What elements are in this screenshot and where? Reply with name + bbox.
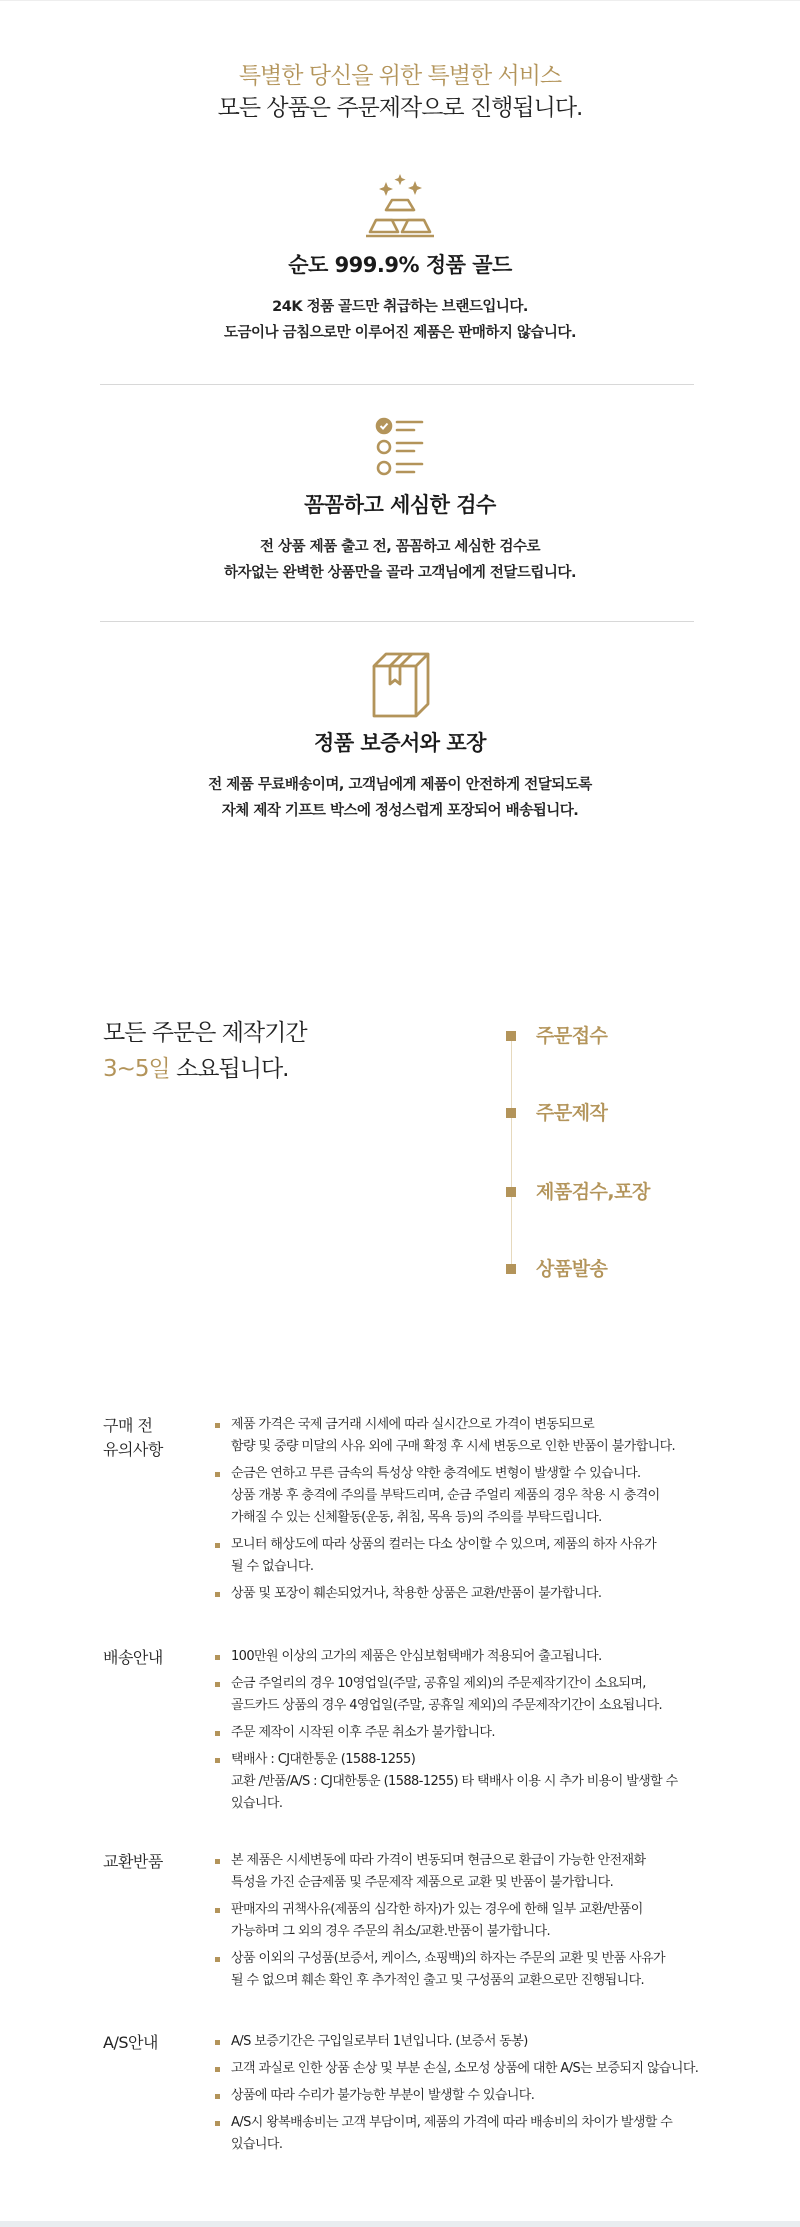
- top-border: [0, 0, 800, 1]
- notice-text: 될 수 없으며 훼손 확인 후 추가적인 출고 및 구성품의 교환으로만 진행됩니다.: [231, 1973, 645, 1988]
- process-heading-line2: [103, 1051, 307, 1087]
- notice-heading: [103, 1646, 203, 1670]
- bullet-marker: [215, 2067, 220, 2072]
- feature-desc-line: 자체 제작 기프트 박스에 정성스럽게 포장되어 배송됩니다.: [221, 803, 579, 819]
- notice-text: 교환 /반품/A/S : CJ대한통운 (1588-1255) 타 택배사 이용 시 추가 비용이 발생할 수: [231, 1774, 678, 1789]
- notice-text: 순금 주얼리의 경우 10영업일(주말, 공휴일 제외)의 주문제작기간이 소요되며,: [231, 1676, 646, 1691]
- notice-item: [215, 2031, 800, 2053]
- process-duration: 3~5일: [103, 1056, 170, 1082]
- bullet-marker: [215, 1423, 220, 1428]
- bullet-marker: [215, 1957, 220, 1962]
- section-divider: [100, 384, 694, 385]
- bullet-marker: [215, 1655, 220, 1660]
- notice-text: 가해질 수 있는 신체활동(운동, 취침, 목욕 등)의 주의를 부탁드립니다.: [231, 1510, 602, 1525]
- notice-text: 택배사 : CJ대한통운 (1588-1255): [231, 1752, 416, 1767]
- notice-text: 모니터 해상도에 따라 상품의 컬러는 다소 상이할 수 있으며, 제품의 하자 사유가: [231, 1537, 657, 1552]
- notice-text: 고객 과실로 인한 상품 손상 및 부분 손실, 소모성 상품에 대한 A/S는 보증되지 않습니다.: [231, 2061, 699, 2076]
- feature-desc-line: 24K 정품 골드만 취급하는 브랜드입니다.: [272, 299, 528, 315]
- notice-item: [215, 1850, 800, 1894]
- step-marker: [506, 1187, 516, 1197]
- notice-item: [215, 2112, 800, 2156]
- step-marker: [506, 1108, 516, 1118]
- feature-desc-line: 전 상품 제품 출고 전, 꼼꼼하고 세심한 검수로: [260, 539, 540, 555]
- bullet-marker: [215, 1859, 220, 1864]
- notice-heading-line: 유의사항: [103, 1440, 163, 1459]
- notice-item: [215, 1749, 800, 1815]
- process-heading-line1: 모든 주문은 제작기간: [103, 1020, 307, 1046]
- box-icon: [360, 650, 440, 720]
- intro-section: [0, 60, 800, 124]
- notice-text: 상품 이외의 구성품(보증서, 케이스, 쇼핑백)의 하자는 주문의 교환 및 반품 사유가: [231, 1951, 665, 1966]
- notice-text: 상품 개봉 후 충격에 주의를 부탁드리며, 순금 주얼리 제품의 경우 착용 시 충격이: [231, 1488, 660, 1503]
- checklist-icon: [360, 412, 440, 482]
- notice-list: [215, 1646, 800, 1820]
- bullet-marker: [215, 2040, 220, 2045]
- notice-heading: [103, 1414, 203, 1462]
- feature-title: 꼼꼼하고 세심한 검수: [304, 493, 496, 517]
- notice-text: 판매자의 귀책사유(제품의 심각한 하자)가 있는 경우에 한해 일부 교환/반품이: [231, 1902, 643, 1917]
- bullet-marker: [215, 1758, 220, 1763]
- step-label: 상품발송: [536, 1258, 608, 1280]
- notice-text: 주문 제작이 시작된 이후 주문 취소가 불가합니다.: [231, 1725, 495, 1740]
- intro-subtitle: 특별한 당신을 위한 특별한 서비스: [238, 63, 562, 89]
- bullet-marker: [215, 1592, 220, 1597]
- intro-title: 모든 상품은 주문제작으로 진행됩니다.: [217, 95, 583, 121]
- notice-item: [215, 1673, 800, 1717]
- feature-description: [0, 772, 800, 824]
- notice-item: [215, 2085, 800, 2107]
- notice-heading-line: 구매 전: [103, 1416, 153, 1435]
- notice-item: [215, 1722, 800, 1744]
- process-heading: [103, 1015, 307, 1087]
- step-marker: [506, 1264, 516, 1274]
- feature-inspection: [0, 412, 800, 586]
- step-label: 주문제작: [536, 1102, 608, 1124]
- notice-text: 특성을 가진 순금제품 및 주문제작 제품으로 교환 및 반품이 불가합니다.: [231, 1875, 614, 1890]
- step-label: 제품검수,포장: [536, 1181, 650, 1203]
- notice-text: 될 수 없습니다.: [231, 1559, 314, 1574]
- notice-text: 제품 가격은 국제 금거래 시세에 따라 실시간으로 가격이 변동되므로: [231, 1417, 595, 1432]
- bottom-border: [0, 2221, 800, 2227]
- notice-list: [215, 1414, 800, 1610]
- gold-bars-icon: [360, 172, 440, 242]
- process-heading-rest: 소요됩니다.: [169, 1056, 289, 1082]
- notice-list: [215, 2031, 800, 2161]
- notice-text: 상품 및 포장이 훼손되었거나, 착용한 상품은 교환/반품이 불가합니다.: [231, 1586, 602, 1601]
- bullet-marker: [215, 1543, 220, 1548]
- feature-desc-line: 전 제품 무료배송이며, 고객님에게 제품이 안전하게 전달되도록: [208, 777, 592, 793]
- section-divider: [100, 621, 694, 622]
- notice-item: [215, 1899, 800, 1943]
- notice-heading-line: 배송안내: [103, 1648, 163, 1667]
- notice-heading: [103, 2031, 203, 2055]
- notice-item: [215, 1414, 800, 1458]
- notice-item: [215, 1646, 800, 1668]
- feature-desc-line: 도금이나 금침으로만 이루어진 제품은 판매하지 않습니다.: [224, 325, 576, 341]
- feature-description: [0, 294, 800, 346]
- notice-heading-line: 교환반품: [103, 1852, 163, 1871]
- notice-text: 있습니다.: [231, 1796, 283, 1811]
- feature-gold: [0, 172, 800, 346]
- bullet-marker: [215, 1908, 220, 1913]
- bullet-marker: [215, 1472, 220, 1477]
- notice-heading: [103, 1850, 203, 1874]
- feature-title: 순도 999.9% 정품 골드: [288, 253, 512, 277]
- notice-item: [215, 1948, 800, 1992]
- notice-text: 100만원 이상의 고가의 제품은 안심보험택배가 적용되어 출고됩니다.: [231, 1649, 602, 1664]
- bullet-marker: [215, 2121, 220, 2126]
- bullet-marker: [215, 1731, 220, 1736]
- notice-text: A/S시 왕복배송비는 고객 부담이며, 제품의 가격에 따라 배송비의 차이가 발생할 수: [231, 2115, 673, 2130]
- step-label: 주문접수: [536, 1025, 608, 1047]
- notice-text: 본 제품은 시세변동에 따라 가격이 변동되며 현금으로 환급이 가능한 안전재화: [231, 1853, 646, 1868]
- notice-item: [215, 1463, 800, 1529]
- notice-text: A/S 보증기간은 구입일로부터 1년입니다. (보증서 동봉): [231, 2034, 528, 2049]
- notice-list: [215, 1850, 800, 1997]
- feature-packaging: [0, 650, 800, 824]
- notice-text: 있습니다.: [231, 2137, 283, 2152]
- notice-heading-line: A/S안내: [103, 2033, 158, 2052]
- notice-item: [215, 1534, 800, 1578]
- notice-item: [215, 2058, 800, 2080]
- feature-title: 정품 보증서와 포장: [314, 731, 486, 755]
- feature-description: [0, 534, 800, 586]
- notice-text: 순금은 연하고 무른 금속의 특성상 약한 충격에도 변형이 발생할 수 있습니다.: [231, 1466, 641, 1481]
- feature-desc-line: 하자없는 완벽한 상품만을 골라 고객님에게 전달드립니다.: [224, 565, 576, 581]
- notice-text: 골드카드 상품의 경우 4영업일(주말, 공휴일 제외)의 주문제작기간이 소요됩니다.: [231, 1698, 663, 1713]
- step-marker: [506, 1031, 516, 1041]
- notice-text: 함량 및 중량 미달의 사유 외에 구매 확정 후 시세 변동으로 인한 반품이 불가합니다.: [231, 1439, 676, 1454]
- process-timeline-line: [511, 1035, 512, 1270]
- bullet-marker: [215, 2094, 220, 2099]
- notice-text: 상품에 따라 수리가 불가능한 부분이 발생할 수 있습니다.: [231, 2088, 535, 2103]
- notice-text: 가능하며 그 외의 경우 주문의 취소/교환.반품이 불가합니다.: [231, 1924, 551, 1939]
- notice-item: [215, 1583, 800, 1605]
- bullet-marker: [215, 1682, 220, 1687]
